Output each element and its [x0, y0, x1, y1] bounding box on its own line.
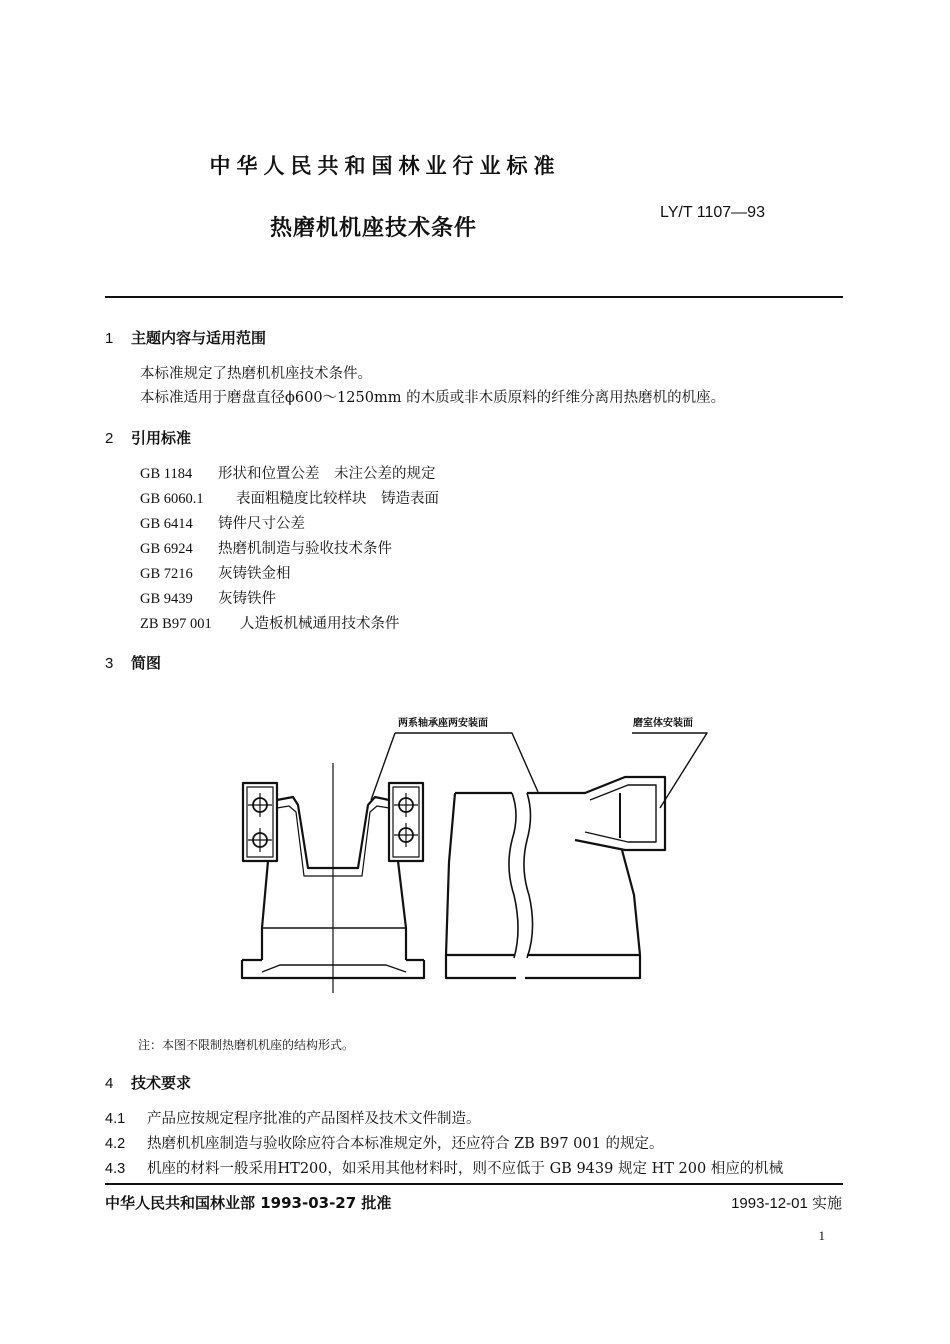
reference-title: 灰铸铁金相	[218, 566, 291, 582]
section-title: 引用标准	[131, 429, 192, 447]
section-4-heading	[105, 1072, 191, 1093]
reference-code: GB 6060.1	[140, 491, 204, 507]
reference-code: GB 6924	[140, 541, 193, 557]
requirement-number: 4.3	[105, 1161, 126, 1177]
reference-code: GB 9439	[140, 591, 193, 607]
section-title: 简图	[131, 654, 162, 672]
approval-line: 中华人民共和国林业部 1993-03-27 批准	[105, 1194, 392, 1212]
reference-title: 铸件尺寸公差	[218, 516, 305, 532]
reference-title: 形状和位置公差 未注公差的规定	[218, 466, 436, 482]
section-title: 技术要求	[131, 1074, 192, 1092]
reference-title: 灰铸铁件	[218, 591, 276, 607]
requirement-text: 产品应按规定程序批准的产品图样及技术文件制造。	[147, 1111, 481, 1127]
section-number: 4	[105, 1075, 114, 1092]
requirement-number: 4.2	[105, 1136, 126, 1152]
standard-category-title: 中华人民共和国林业行业标准	[209, 154, 561, 178]
reference-code: GB 6414	[140, 516, 193, 532]
requirement-text: 机座的材料一般采用HT200，如采用其他材料时，则不应低于 GB 9439 规定 HT 200 相应的机械	[147, 1161, 784, 1177]
requirement-number: 4.1	[105, 1111, 126, 1127]
base-side-view	[446, 777, 665, 978]
document-code: LY/T 1107—93	[660, 204, 765, 221]
reference-title: 热磨机制造与验收技术条件	[218, 541, 392, 557]
document-title: 热磨机机座技术条件	[270, 216, 478, 241]
reference-title: 表面粗糙度比较样块 铸造表面	[236, 491, 439, 507]
reference-code: GB 7216	[140, 566, 193, 582]
label-bearing-mounting-faces: 两系轴承座两安装面	[398, 718, 488, 729]
requirement-text: 热磨机机座制造与验收除应符合本标准规定外，还应符合 ZB B97 001 的规定。	[147, 1136, 664, 1152]
footer-divider	[105, 1183, 843, 1185]
requirement-item	[105, 1157, 783, 1178]
page-number: 1	[818, 1228, 825, 1243]
requirement-item	[105, 1107, 481, 1128]
section-title: 主题内容与适用范围	[131, 329, 267, 347]
reference-code: ZB B97 001	[140, 616, 212, 632]
diagram-note: 注：本图不限制热磨机机座的结构形式。	[138, 1038, 355, 1052]
requirement-item	[105, 1132, 663, 1153]
effective-date: 1993-12-01 实施	[731, 1195, 842, 1212]
section-number: 3	[105, 655, 114, 672]
reference-code: GB 1184	[140, 466, 193, 482]
label-chamber-mounting-face: 磨室体安装面	[633, 718, 693, 729]
section-1-para-2: 本标准适用于磨盘直径ϕ600～1250mm 的木质或非木质原料的纤维分离用热磨机的机座。	[140, 390, 726, 406]
section-number: 1	[105, 330, 114, 347]
section-1-para-1: 本标准规定了热磨机机座技术条件。	[140, 366, 372, 382]
reference-title: 人造板机械通用技术条件	[240, 616, 400, 632]
section-number: 2	[105, 430, 114, 447]
